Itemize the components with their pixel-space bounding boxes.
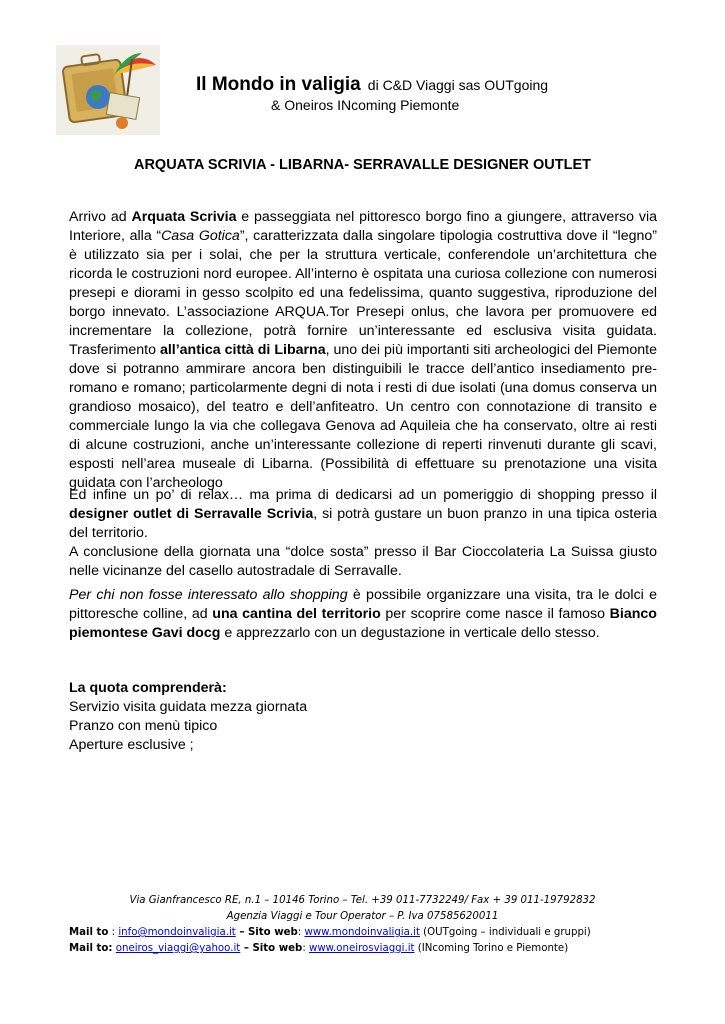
text: A conclusione della giornata una “dolce sosta” presso il Bar Cioccolateria La Suissa giusto nelle vicinanze del casello autostradale di Serravalle.: [69, 544, 657, 579]
text: , si potrà gustare un buon pranzo in una tipica osteria del territorio.: [69, 506, 657, 541]
site-label: – Sito web: [235, 927, 298, 938]
email-link[interactable]: oneiros_viaggi@yahoo.it: [115, 943, 241, 954]
quota-section: [69, 679, 657, 755]
mail-label: Mail to: [69, 927, 109, 938]
quota-item: Servizio visita guidata mezza giornata: [69, 699, 308, 715]
quota-item: Aperture esclusive ;: [69, 737, 194, 753]
text: e passeggiata nel pittoresco borgo fino a giungere, attraverso via Interiore, alla “: [69, 209, 657, 244]
footer-agency: Agenzia Viaggi e Tour Operator – P. Iva 07585620011: [226, 911, 499, 922]
italic-text: Per chi non fosse interessato allo shopping: [69, 587, 348, 603]
paragraph-2: [69, 486, 657, 581]
bold-text: Bianco piemontese Gavi docg: [69, 606, 657, 641]
brand-suffix: di C&D Viaggi sas OUTgoing: [367, 77, 549, 93]
page-title: ARQUATA SCRIVIA - LIBARNA- SERRAVALLE DESIGNER OUTLET: [133, 157, 591, 173]
website-link[interactable]: www.mondoinvaligia.it: [304, 927, 420, 938]
paragraph-3: [69, 586, 657, 643]
site-note: (INcoming Torino e Piemonte): [414, 943, 569, 954]
footer-contact-2: Mail to: oneiros_viaggi@yahoo.it – Sito web: www.oneirosviaggi.it (INcoming Torino e Piemonte): [69, 943, 569, 954]
text: è possibile organizzare una visita, tra le dolci e pittoresche colline, ad: [69, 587, 657, 622]
bold-text: una cantina del territorio: [212, 606, 381, 622]
separator: :: [108, 927, 119, 938]
footer-address: Via Gianfrancesco RE, n.1 – 10146 Torino – Tel. +39 011-7732249/ Fax + 39 011-19792832: [129, 895, 596, 906]
text: , uno dei più importanti siti archeologici del Piemonte dove si potranno ammirare ancora ben distinguibili le tracce dell’antico insediamento pre-romano e romano; particolarmente degni di nota i resti di due isolati (una domus conserva un grandioso mosaico), del teatro e dell’anfiteatro. Un centro con connotazione di transito e commerciale lungo la via che collegava Genova ad Aquileia che ha conservato, oltre ai resti di alcune costruzioni, anche un’interessante collezione di reperti rinvenuti durante gli scavi, esposti nell’area museale di Libarna. (Possibilità di effettuare su prenotazione una visita guidata con l’archeologo: [69, 342, 657, 491]
brand-name: Il Mondo in valigia: [196, 74, 361, 95]
mail-label: Mail to:: [69, 943, 113, 954]
text: Ed infine un po’ di relax… ma prima di dedicarsi ad un pomeriggio di shopping presso il: [69, 487, 657, 503]
footer: [0, 893, 725, 957]
site-label: – Sito web: [240, 943, 303, 954]
email-link[interactable]: info@mondoinvaligia.it: [118, 927, 236, 938]
website-link[interactable]: www.oneirosviaggi.it: [309, 943, 415, 954]
bold-text: all’antica città di Libarna: [159, 342, 326, 358]
bold-text: designer outlet di Serravalle Scrivia: [69, 506, 314, 522]
text: per scoprire come nasce il famoso: [380, 606, 610, 622]
brand-line: [196, 74, 548, 96]
italic-text: Casa Gotica: [161, 228, 240, 244]
footer-contact-1: Mail to : info@mondoinvaligia.it – Sito web: www.mondoinvaligia.it (OUTgoing – individuali e gruppi): [69, 927, 591, 938]
quota-item: Pranzo con menù tipico: [69, 718, 218, 734]
suitcase-globe-umbrella-logo: [56, 45, 160, 135]
text: e apprezzarlo con un degustazione in verticale dello stesso.: [220, 625, 600, 641]
site-note: (OUTgoing – individuali e gruppi): [419, 927, 591, 938]
text: ”, caratterizzata dalla singolare tipologia costruttiva dove il “legno” è utilizzato sia per i solai, che per la struttura verticale, conferendole un’architettura che ricorda le costruzioni nord europee. All’interno è ospitata una curiosa collezione con numerosi presepi e diorami in gesso scolpito ed una fedelissima, quanto suggestiva, riproduzione del borgo innevato. L’associazione ARQUA.Tor Presepi onlus, che lavora per promuovere ed incrementare la collezione, potrà fornire un’interessante ed esclusiva visita guidata. Trasferimento: [69, 228, 657, 358]
brand-line-2: & Oneiros INcoming Piemonte: [271, 97, 460, 113]
quota-heading: La quota comprenderà:: [69, 680, 227, 696]
text: Arrivo ad: [69, 209, 132, 225]
paragraph-1: [69, 208, 657, 493]
bold-text: Arquata Scrivia: [131, 209, 237, 225]
